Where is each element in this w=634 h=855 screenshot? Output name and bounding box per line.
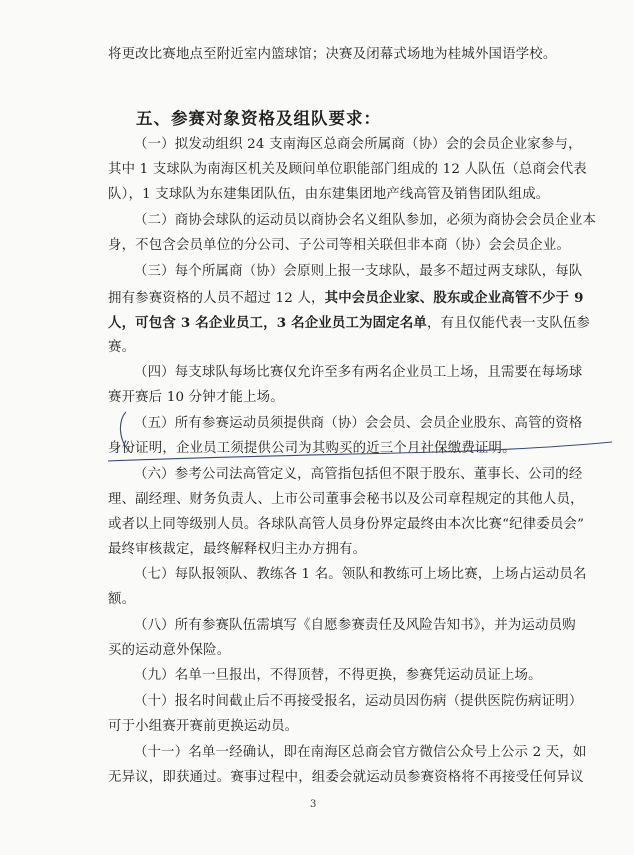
paragraph-line: 可于小组赛开赛前更换运动员。 bbox=[108, 719, 299, 734]
paragraph-line: 其中 1 支球队为南海区机关及顾问单位职能部门组成的 12 人队伍（总商会代表 bbox=[108, 162, 587, 177]
paragraph-line: （七）每队报领队、教练各 1 名。领队和教练可上场比赛，上场占运动员名 bbox=[134, 567, 587, 582]
paragraph-line: （四）每支球队每场比赛仅允许至多有两名企业员工上场，且需要在每场球 bbox=[134, 365, 583, 380]
line-segment: ，有且仅能代表一支队伍参 bbox=[427, 316, 591, 331]
paragraph-line: 或者以上同等级别人员。各球队高管人员身份界定最终由本次比赛“纪律委员会” bbox=[108, 517, 585, 532]
paragraph-line: （六）参考公司法高管定义，高管指包括但不限于股东、董事长、公司的经 bbox=[134, 467, 583, 482]
paragraph-line: （九）名单一旦报出，不得顶替，不得更换，参赛凭运动员证上场。 bbox=[134, 668, 542, 683]
paragraph-line: （二）商协会球队的运动员以商协会名义组队参加，必须为商协会会员企业本 bbox=[134, 213, 597, 228]
bold-line-segment: 其中会员企业家、股东或企业高管不少于 9 bbox=[324, 290, 584, 306]
paragraph-line: 赛开赛后 10 分钟才能上场。 bbox=[108, 390, 284, 405]
paragraph-line: 队），1 支球队为东建集团队伍，由东建集团地产线高管及销售团队组成。 bbox=[108, 187, 550, 202]
paragraph-line: 将更改比赛地点至附近室内篮球馆；决赛及闭幕式场地为桂城外国语学校。 bbox=[108, 47, 557, 62]
paragraph-line: （八）所有参赛队伍需填写《自愿参赛责任及风险告知书》，并为运动员购 bbox=[134, 618, 576, 633]
paragraph-line: 身份证明，企业员工须提供公司为其购买的近三个月社保缴费证明。 bbox=[108, 441, 516, 456]
paragraph-line: （十一）名单一经确认，即在南海区总商会官方微信公众号上公示 2 天，如 bbox=[134, 745, 587, 760]
paragraph-line bbox=[108, 289, 584, 308]
paragraph-line: 理、副经理、财务负责人、上市公司董事会秘书以及公司章程规定的其他人员， bbox=[108, 492, 584, 507]
line-segment: 拥有参赛资格的人员不超过 12 人， bbox=[108, 291, 325, 306]
page-number: 3 bbox=[310, 799, 317, 810]
paragraph-line: （三）每个所属商（协）会原则上报一支球队，最多不超过两支球队，每队 bbox=[134, 264, 583, 279]
bold-line-segment: 人，可包含 3 名企业员工，3 名企业员工为固定名单 bbox=[108, 315, 428, 331]
paragraph-line: 最终审核裁定，最终解释权归主办方拥有。 bbox=[108, 542, 367, 557]
paragraph-line: （十）报名时间截止后不再接受报名，运动员因伤病（提供医院伤病证明） bbox=[134, 694, 583, 709]
paragraph-line bbox=[108, 314, 591, 333]
paragraph-line: 赛。 bbox=[108, 340, 136, 355]
paragraph-line: 买的运动意外保险。 bbox=[108, 643, 231, 658]
paragraph-line: 额。 bbox=[108, 592, 136, 607]
paragraph-line: （一）拟发动组织 24 支南海区总商会所属商（协）会的会员企业家参与， bbox=[134, 137, 582, 152]
section-heading: 五、参赛对象资格及组队要求： bbox=[136, 109, 381, 128]
paragraph-line: 身，不包含会员单位的分公司、子公司等相关联但非本商（协）会会员企业。 bbox=[108, 238, 571, 253]
paragraph-line: 无异议，即获通过。赛事过程中，组委会就运动员参赛资格将不再接受任何异议 bbox=[108, 770, 584, 785]
paragraph-line: （五）所有参赛运动员须提供商（协）会会员、会员企业股东、高管的资格 bbox=[134, 416, 583, 431]
